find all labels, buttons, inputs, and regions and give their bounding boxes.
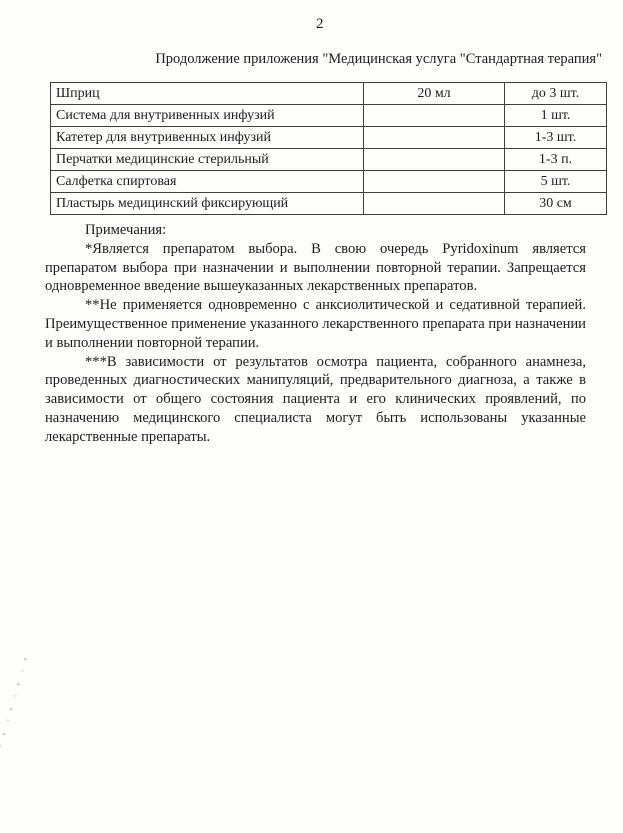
cell-quantity: 1-3 п.: [505, 149, 607, 171]
table-row: [51, 83, 607, 105]
note-paragraph-2: **Не применяется одновременно с анксиолитической и седативной терапией. Преимущественное применение указанного лекарственного препарата при назначении и выполнении повторной терапии.: [45, 297, 586, 351]
table-row: [51, 193, 607, 215]
cell-volume: [364, 127, 505, 149]
cell-quantity: 1 шт.: [505, 105, 607, 127]
cell-item-name: Салфетка спиртовая: [51, 171, 364, 193]
cell-volume: 20 мл: [364, 83, 505, 105]
cell-item-name: Перчатки медицинские стерильный: [51, 149, 364, 171]
cell-volume: [364, 105, 505, 127]
notes-section: [45, 221, 586, 447]
cell-volume: [364, 171, 505, 193]
doc-title: Продолжение приложения "Медицинская услуга "Стандартная терапия": [155, 51, 602, 67]
cell-quantity: до 3 шт.: [505, 83, 607, 105]
cell-item-name: Система для внутривенных инфузий: [51, 105, 364, 127]
cell-item-name: Катетер для внутривенных инфузий: [51, 127, 364, 149]
supplies-table: [50, 82, 607, 215]
cell-volume: [364, 193, 505, 215]
page-number: 2: [316, 16, 324, 32]
scan-artifact: [0, 658, 27, 772]
cell-quantity: 5 шт.: [505, 171, 607, 193]
notes-heading: Примечания:: [85, 222, 167, 238]
table-row: [51, 127, 607, 149]
cell-quantity: 30 см: [505, 193, 607, 215]
note-paragraph-1: *Является препаратом выбора. В свою очередь Pyridoxinum является препаратом выбора при назначении и выполнении повторной терапии. Запрещается одновременное введение вышеуказанных лекарственных препаратов.: [45, 240, 586, 295]
cell-item-name: Пластырь медицинский фиксирующий: [51, 193, 364, 215]
cell-quantity: 1-3 шт.: [505, 127, 607, 149]
table-row: [51, 171, 607, 193]
table-row: [51, 105, 607, 127]
cell-item-name: Шприц: [51, 83, 364, 105]
cell-volume: [364, 149, 505, 171]
table-row: [51, 149, 607, 171]
note-paragraph-3: ***В зависимости от результатов осмотра пациента, собранного анамнеза, проведенных диагностических манипуляций, предварительного диагноза, а также в зависимости от общего состояния пациента и его клинических проявлений, по назначению медицинского специалиста могут быть использованы указанные лекарственные препараты.: [45, 353, 586, 445]
